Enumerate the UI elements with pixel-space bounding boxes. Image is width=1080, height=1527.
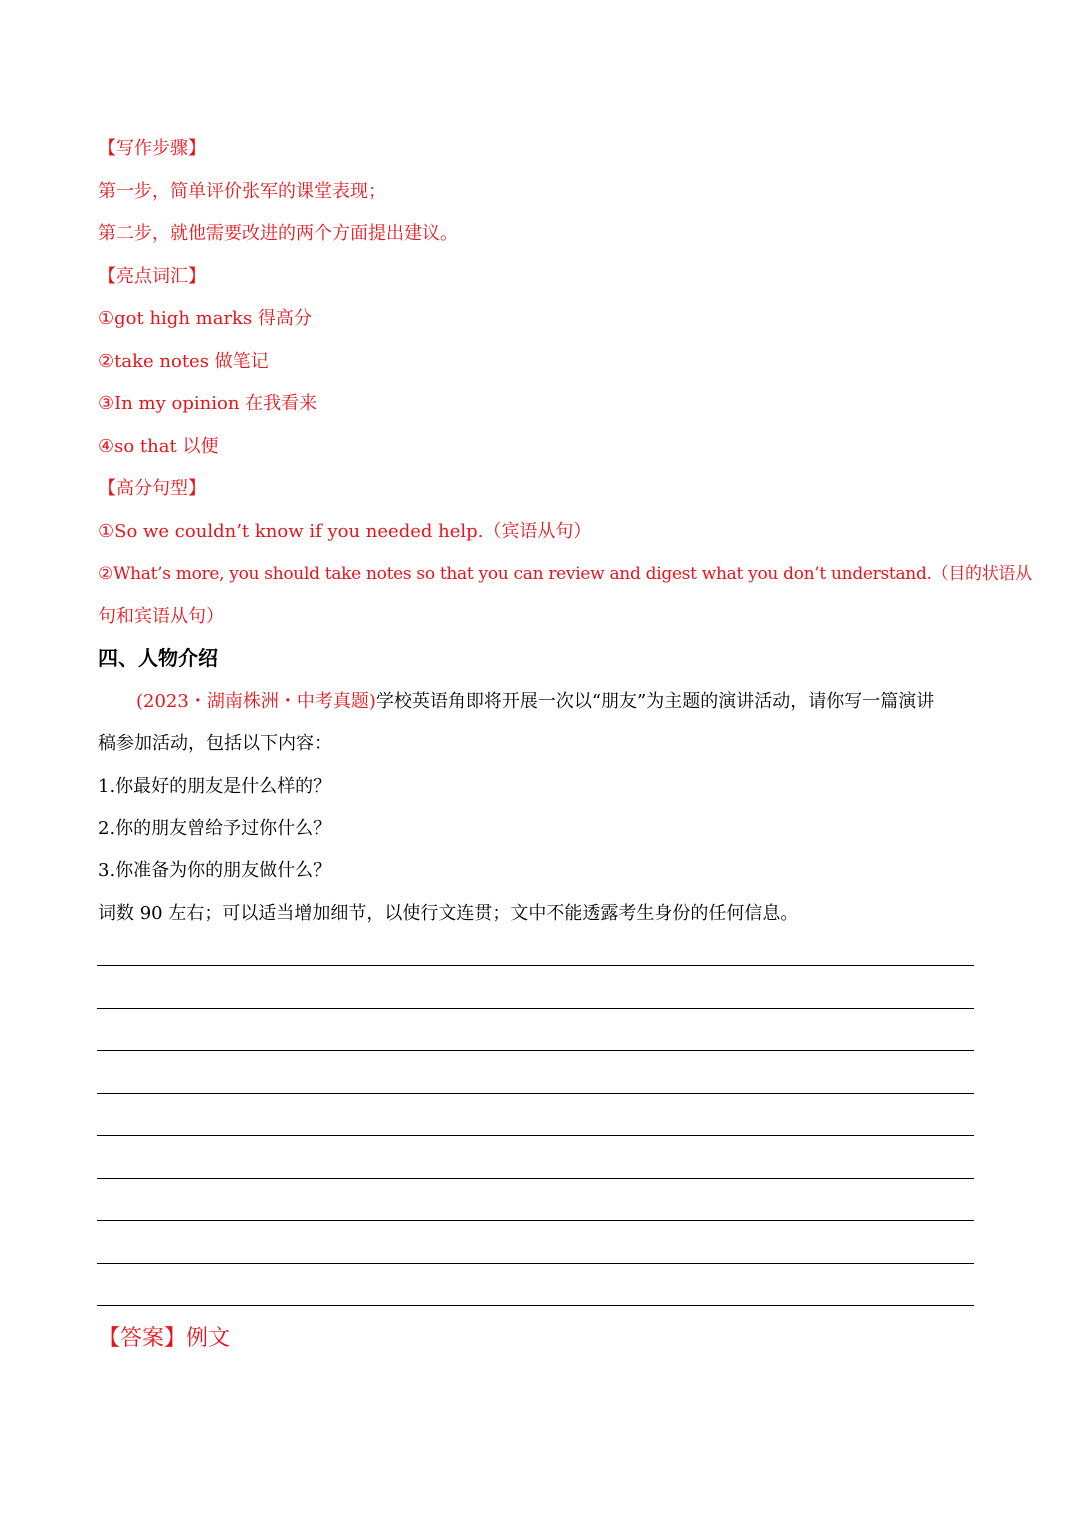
question-2: 2.你的朋友曾给予过你什么？ [98,818,332,839]
answer-label: 【答案】例文 [98,1326,231,1351]
vocab-item: ④so that 以便 [98,436,219,457]
sentence-1: ①So we couldn’t know if you needed help.（宾语从句） [98,521,592,542]
answer-line [97,1220,974,1221]
writing-steps-title: 【写作步骤】 [98,138,206,159]
sentences-title: 【高分句型】 [98,478,206,499]
question-1: 1.你最好的朋友是什么样的？ [98,776,332,797]
vocab-item: ②take notes 做笔记 [98,351,269,372]
answer-line [97,1093,974,1094]
sentence-2-line-2: 句和宾语从句） [98,606,224,627]
prompt-line-2: 稿参加活动，包括以下内容： [98,733,332,754]
prompt-text: 学校英语角即将开展一次以“朋友”为主题的演讲活动，请你写一篇演讲 [375,691,935,712]
question-3: 3.你准备为你的朋友做什么？ [98,860,332,881]
answer-line [97,1050,974,1051]
sentence-2-line-1: ②What’s more, you should take notes so that you can review and digest what you don’t understand.（目的状语从 [98,564,1032,584]
vocab-item: ①got high marks 得高分 [98,308,312,329]
writing-step-2: 第二步，就他需要改进的两个方面提出建议。 [98,223,458,244]
answer-line [97,1178,974,1179]
answer-line [97,1008,974,1009]
prompt-line-1 [136,689,934,715]
requirement: 词数 90 左右；可以适当增加细节，以使行文连贯；文中不能透露考生身份的任何信息。 [98,903,799,924]
answer-line [97,965,974,966]
writing-step-1: 第一步，简单评价张军的课堂表现； [98,181,386,202]
vocab-item: ③In my opinion 在我看来 [98,393,318,414]
exam-source: (2023・湖南株洲・中考真题) [136,691,376,712]
section-4-heading: 四、人物介绍 [98,646,218,670]
vocab-title: 【亮点词汇】 [98,266,206,287]
answer-line [97,1263,974,1264]
answer-line [97,1305,974,1306]
answer-line [97,1135,974,1136]
